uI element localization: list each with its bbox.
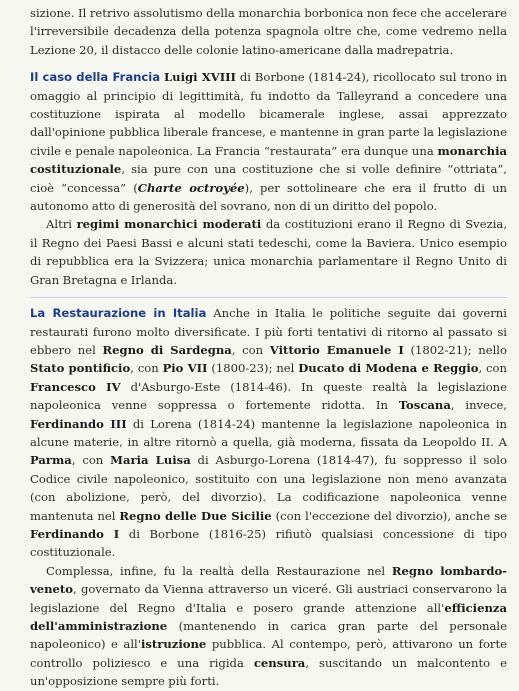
bold-term: Maria Luisa (110, 453, 191, 468)
bold-term: Luigi XVIII (163, 70, 236, 85)
paragraph-text: sizione. Il retrivo assolutismo della monarchia borbonica non fece che accelerare l'irreversibile decadenza della potenza spagnola oltre che, come vedremo nella Lezione 20, il distacco delle colonie latino-americane dalla madrepatria. (30, 6, 507, 57)
bold-term: Ferdinando I (30, 526, 120, 541)
divider (30, 297, 507, 298)
paragraph-italy: La Restaurazione in Italia Anche in Italia le politiche seguite dai governi restaurati furono molto diversificate. I più forti tentativi di ritorno al passato si ebbero nel Regno di Sardegna, con Vittorio Emanuele I (1802-21); nello Stato pontificio, con Pio VII (1800-23); nel Ducato di Modena e Reggio, con Francesco IV d'Asburgo-Este (1814-46). In queste realtà la legislazione napoleonica venne soppressa o fortemente ridotta. In Toscana, invece, Ferdinando III di Lorena (1814-24) mantenne la legislazione napoleonica in alcune materie, in altre ritornò a quella, già moderna, fissata da Leopoldo II. A Parma, con Maria Luisa di Asburgo-Lorena (1814-47), fu soppresso il solo Codice civile napoleonico, sostituito con una legislazione non meno avanzata (con abolizione, però, del divorzio). La codificazione napoleonica venne mantenuta nel Regno delle Due Sicilie (con l'eccezione del divorzio), anche se Ferdinando I di Borbone (1816-25) rifiutò qualsiasi concessione di tipo costituzionale. (30, 306, 507, 560)
bold-term: Vittorio Emanuele I (269, 342, 404, 357)
paragraph-other-regimes: Altri regimi monarchici moderati da costituzioni erano il Regno di Svezia, il Regno dei Paesi Bassi e alcuni stati tedeschi, come la Baviera. Unico esempio di repubblica era la Svizzera; unica monarchia parlamentare il Regno Unito di Gran Bretagna e Irlanda. (30, 217, 508, 287)
bold-term: Parma (30, 453, 72, 468)
paragraph-spain-conclusion (30, 4, 507, 59)
bold-term: Ducato di Modena e Reggio (298, 361, 479, 376)
bold-term: Pio VII (162, 361, 208, 376)
bold-term: istruzione (140, 637, 207, 652)
section-heading-italy: La Restaurazione in Italia (30, 306, 207, 321)
bold-term: Ferdinando III (30, 416, 127, 431)
bold-term: regimi monarchici moderati (76, 217, 262, 232)
paragraph-lombardo-veneto: Complessa, infine, fu la realtà della Restaurazione nel Regno lombardo-veneto, governato da Vienna attraverso un viceré. Gli austriaci conservarono la legislazione del Regno d'Italia e posero grande attenzione all'efficienza dell'amministrazione (mantenendo in carica gran parte del personale napoleonico) e all'istruzione pubblica. Al contempo, però, attivarono un forte controllo poliziesco e una rigida censura, suscitando un malcontento e un'opposizione sempre più forti. (30, 563, 507, 689)
bold-italic-term: Charte octroyée (137, 180, 245, 195)
paragraph-france: Il caso della Francia Luigi XVIII di Borbone (1814-24), ricollocato sul trono in omaggio al principio di legittimità, fu indotto da Talleyrand a concedere una costituzione ispirata al modello bicamerale inglese, assai apprezzato dall'opinione pubblica liberale francese, e mantenne in gran parte la legislazione civile e penale napoleonica. La Francia “restaurata” era dunque una monarchia costituzionale, sia pure con una costituzione che si volle definire “ottriata”, cioè “concessa” (Charte octroyée), per sottolineare che era il frutto di un autonomo atto di generosità del sovrano, non di un diritto del popolo. (30, 70, 507, 214)
section-heading-france: Il caso della Francia (30, 70, 161, 85)
bold-term: Francesco IV (30, 379, 121, 394)
bold-term: censura (253, 655, 306, 670)
bold-term: efficienza dell'amministrazione (30, 600, 507, 633)
bold-term: Regno di Sardegna (102, 342, 232, 357)
bold-term: Stato pontificio (30, 361, 131, 376)
bold-term: Toscana (398, 398, 451, 413)
bold-term: monarchia costituzionale (30, 143, 507, 177)
bold-term: Regno lombardo-veneto (30, 563, 507, 597)
bold-term: Regno delle Due Sicilie (119, 508, 272, 523)
